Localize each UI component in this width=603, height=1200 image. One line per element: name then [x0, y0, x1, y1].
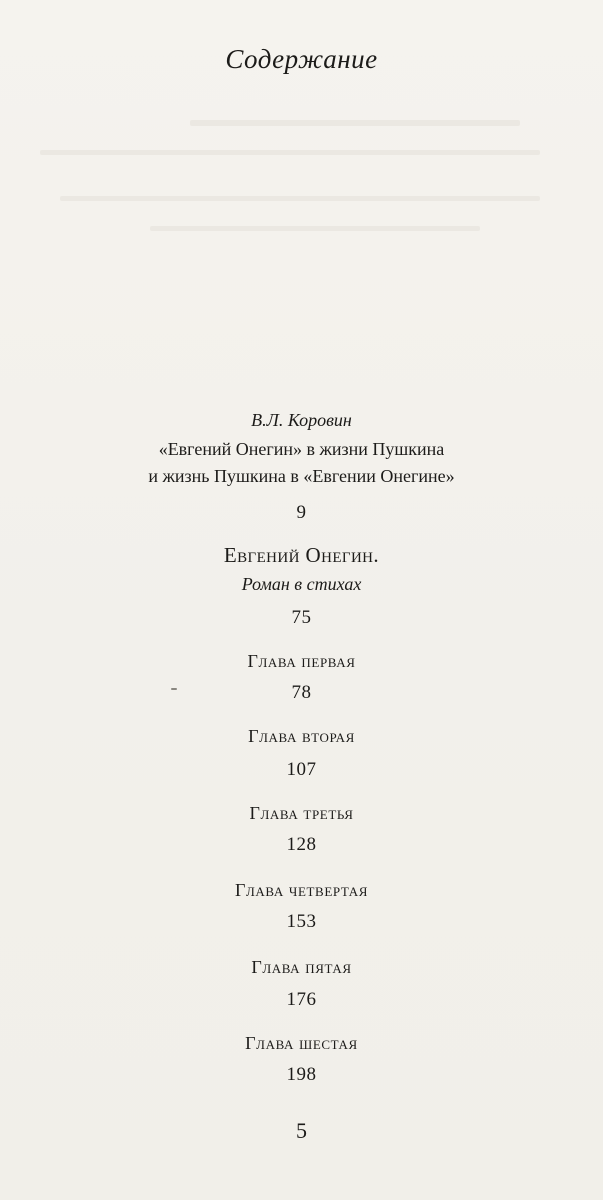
essay-page-number: 9 [296, 502, 307, 523]
chapter-1-page: 78 [291, 682, 312, 703]
chapter-6-label: Глава шестая [245, 1033, 358, 1053]
novel-page-number: 75 [291, 607, 312, 628]
chapter-1-label: Глава первая [247, 651, 356, 671]
novel-subtitle: Роман в стихах [241, 574, 362, 594]
essay-title-line-2: и жизнь Пушкина в «Евгении Онегине» [148, 466, 455, 486]
chapter-4-page: 153 [286, 911, 317, 932]
show-through-mark [190, 120, 520, 126]
show-through-mark [40, 150, 540, 155]
show-through-mark [150, 226, 480, 231]
chapter-4-label: Глава четвертая [234, 880, 369, 900]
chapter-5-page: 176 [286, 989, 317, 1010]
essay-title-line-1: «Евгений Онегин» в жизни Пушкина [158, 439, 445, 459]
essay-author: В.Л. Коровин [251, 410, 352, 430]
page-folio: 5 [296, 1118, 307, 1143]
chapter-6-page: 198 [286, 1064, 317, 1085]
chapter-5-label: Глава пятая [251, 957, 352, 977]
chapter-2-label: Глава вторая [248, 726, 355, 746]
paper-speck [171, 688, 177, 690]
novel-title: Евгений Онегин. [223, 543, 380, 567]
chapter-3-label: Глава третья [249, 803, 354, 823]
page-title: Содержание [225, 44, 378, 74]
show-through-mark [60, 196, 540, 201]
chapter-2-page: 107 [286, 759, 317, 780]
chapter-3-page: 128 [286, 834, 317, 855]
